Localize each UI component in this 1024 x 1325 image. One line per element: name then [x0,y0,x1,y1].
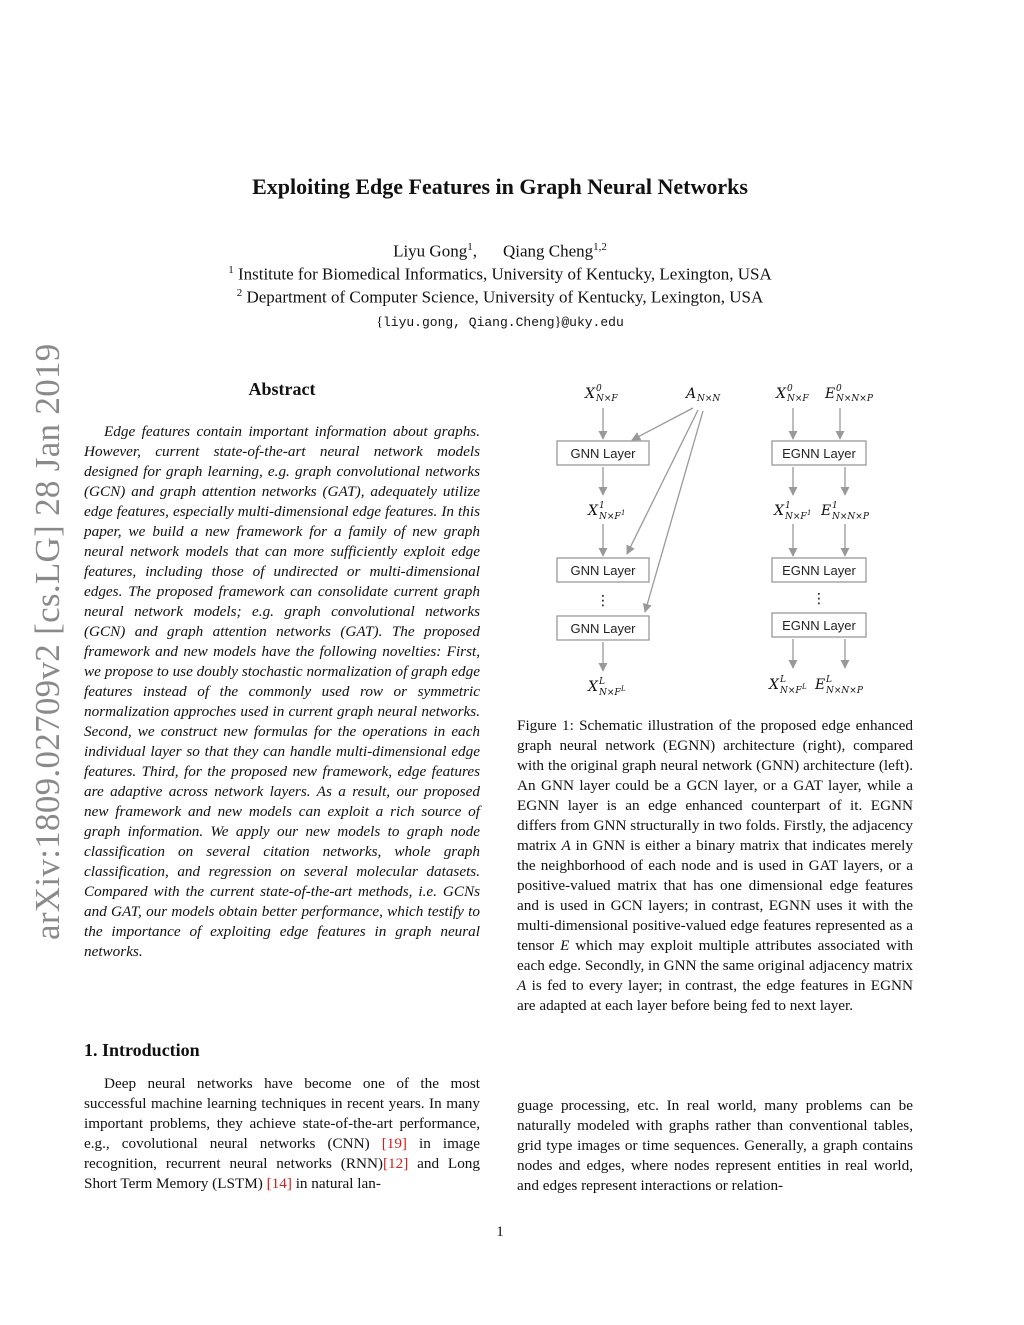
svg-text:0: 0 [596,384,602,394]
abstract-body: Edge features contain important information about graphs. However, current state-of-the-art neural network models designed for graph learning, e.g. graph convolutional networks (GCN) and graph attention networks (GAT), adequately utilize edge features, especially multi-dimensional edge features. In this paper, we build a new framework for a family of new graph neural network models that can more sufficiently exploit edge features, including those of undirected or multi-dimensional edges. The proposed framework can consolidate current graph neural network models; e.g. graph convolutional networks (GCN) and graph attention networks (GAT). The proposed framework and new models have the following novelties: First, we propose to use doubly stochastic normalization of graph edge features instead of the commonly used row or symmetric normalization approches used in current graph neural networks. Second, we construct new formulas for the operations in each individual layer so that they can handle multi-dimensional edge features. Third, for the proposed new framework, edge features are adaptive across network layers. As a result, our proposed new framework and new models can exploit a rich source of graph information. We apply our new models to graph node classification on several citation networks, whole graph classification, and regression on several molecular datasets. Compared with the current state-of-the-art methods, i.e. GCNs and GAT, our models obtain better performance, which testify to the importance of exploiting edge features in graph neural networks. [84,423,480,960]
svg-text:X: X [585,386,595,402]
adjacency-symbol [684,386,721,404]
svg-text:N×N×P: N×N×P [836,394,873,404]
vdots-icon: ⋮ [812,590,826,606]
svg-text:N×F: N×F [787,394,809,404]
svg-text:1: 1 [807,509,812,517]
egnn-layer-label: EGNN Layer [782,618,856,633]
svg-text:X: X [588,503,598,519]
figure-1-diagram [548,378,888,708]
gnn-layer-label: GNN Layer [570,563,636,578]
svg-text:N×F: N×F [785,512,807,522]
paper-title: Exploiting Edge Features in Graph Neural Networks [252,174,748,199]
author-name: Qiang Cheng [502,241,594,261]
arxiv-identifier: arXiv:1809.02709v2 [cs.LG] 28 Jan 2019 [28,343,67,940]
egnn-output-x-symbol [768,675,807,696]
svg-text:N×N×P: N×N×P [826,686,863,696]
abstract-heading: Abstract [248,379,316,399]
svg-text:N×F: N×F [780,686,802,696]
svg-text:1: 1 [832,501,838,511]
gnn-layer-label: GNN Layer [570,446,636,461]
egnn-layer-label: EGNN Layer [782,446,856,461]
adjacency-arrow [632,408,693,440]
author-affiliation-mark: 1 [467,241,473,253]
svg-text:N×F: N×F [596,394,618,404]
adjacency-arrow [645,411,703,612]
affiliation-2: $^2$ Department of Computer Science, University of Kentucky, Lexington, USA [236,287,764,307]
svg-text:N×N×P: N×N×P [832,512,869,522]
svg-text:N×N: N×N [697,394,721,404]
figure-1-caption: Figure 1: Schematic illustration of the proposed edge enhanced graph neural network (EGNN) architecture (right), compared with the original graph neural network (GNN) architecture (left). An GNN layer could be a GCN layer, or a GAT layer, while a EGNN layer is an edge enhanced counterpart of it. EGNN differs from GNN structurally in two folds. Firstly, the adjacency matrix A in GNN is either a binary matrix that indicates merely the neighborhood of each node and is used in GAT layers, or a positive-valued matrix that has one dimensional edge features and is used in GCN layers; in contrast, EGNN uses it with the multi-dimensional positive-valued edge features represented as a tensor E which may exploit multiple attributes associated with each edge. Secondly, in GNN the same original adjacency matrix A is fed to every layer; in contrast, the edge features in EGNN are adapted at each layer before being fed to next layer. [517,717,913,1014]
svg-text:E: E [825,386,836,402]
gnn-input-symbol [584,384,618,404]
author-name: Liyu Gong [393,241,468,261]
svg-text:L: L [826,675,832,685]
vdots-icon: ⋮ [596,592,610,608]
citation-link[interactable]: [14] [266,1175,292,1192]
svg-text:X: X [774,503,784,519]
svg-text:A: A [686,386,697,402]
affiliation-1: $^1$ Institute for Biomedical Informatics, University of Kentucky, Lexington, USA [228,264,772,284]
svg-text:N×F: N×F [599,688,621,698]
svg-text:X: X [588,679,598,695]
citation-link[interactable]: [19] [381,1135,407,1152]
author-email[interactable]: {liyu.gong, Qiang.Cheng}@uky.edu [376,315,624,330]
svg-text:L: L [802,683,807,691]
svg-text:0: 0 [836,384,842,394]
gnn-hidden-1-symbol [587,501,625,522]
svg-text:1: 1 [599,501,605,511]
egnn-input-e-symbol [824,384,874,404]
author-affiliation-mark: 1,2 [593,241,607,253]
egnn-hidden-1-x-symbol [773,501,811,522]
svg-text:E: E [815,677,826,693]
egnn-hidden-1-e-symbol [820,501,870,522]
gnn-output-symbol [587,677,626,698]
page-number: 1 [496,1224,504,1240]
svg-text:L: L [780,675,786,685]
gnn-layer-label: GNN Layer [570,621,636,636]
svg-text:E: E [821,503,832,519]
svg-text:1: 1 [785,501,791,511]
svg-text:L: L [599,677,605,687]
author-list: Liyu Gong$^1$, Qiang Cheng$^{1,2}$ [393,241,607,261]
citation-link[interactable]: [12] [382,1155,409,1172]
svg-text:0: 0 [787,384,793,394]
svg-text:1: 1 [621,509,626,517]
introduction-continuation: guage processing, etc. In real world, many problems can be naturally modeled with graphs rather than conventional tables, grid type images or time sequences. Generally, a graph contains nodes and edges, where nodes represent entities in real world, and edges represent interactions or relation- [517,1097,913,1194]
egnn-output-e-symbol [814,675,864,696]
svg-text:X: X [769,677,779,693]
adjacency-arrow [627,410,698,554]
svg-text:L: L [621,685,626,693]
svg-text:N×F: N×F [599,512,621,522]
svg-text:X: X [776,386,786,402]
introduction-heading: 1. Introduction [84,1040,200,1060]
egnn-layer-label: EGNN Layer [782,563,856,578]
egnn-input-x-symbol [775,384,809,404]
introduction-paragraph: Deep neural networks have become one of the most successful machine learning techniques in recent years. In many important problems, they achieve state-of-the-art performance, e.g., covolutional neural networks (CNN) [19] in image recognition, recurrent neural networks (RNN)[12] and Long Short Term Memory (LSTM) [14] in natural lan- [84,1075,481,1192]
